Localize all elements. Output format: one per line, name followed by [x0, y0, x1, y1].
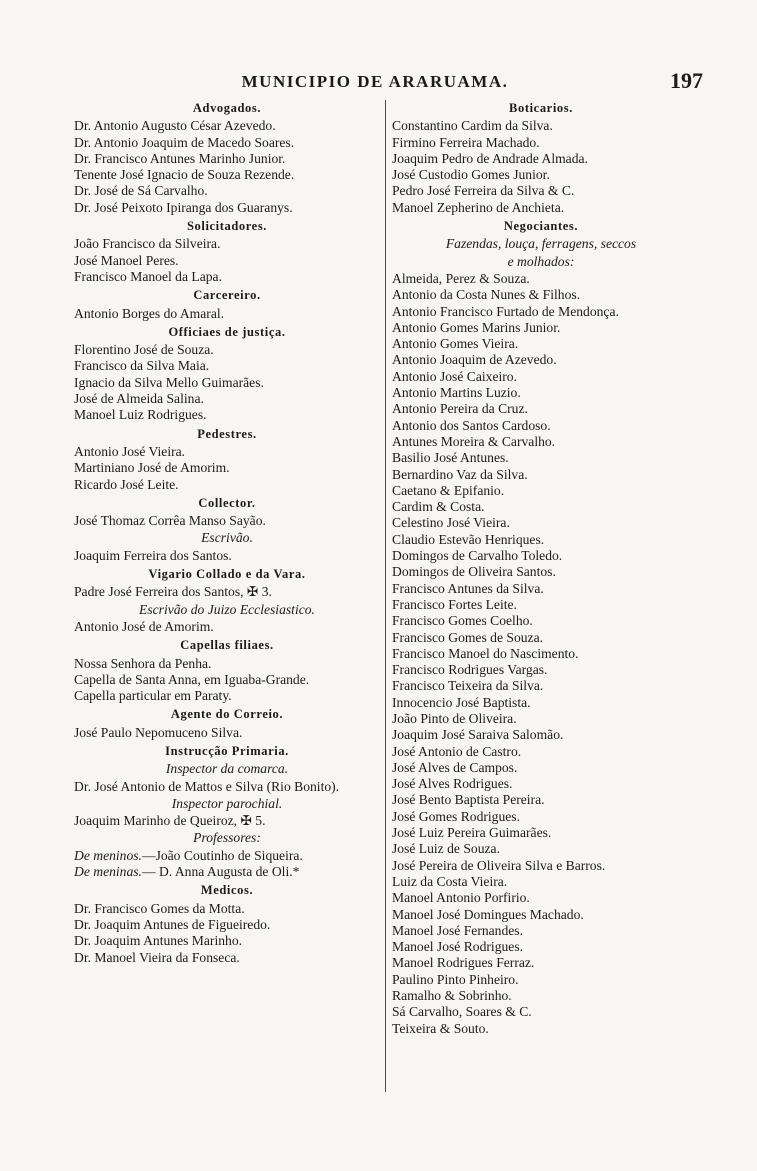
left-column	[74, 98, 380, 966]
value-meninas: — D. Anna Augusta de Oli.*	[141, 864, 300, 880]
list-item: Dr. Joaquim Antunes Marinho.	[74, 933, 243, 949]
list-item: Ignacio da Silva Mello Guimarães.	[74, 374, 264, 390]
section-heading-vigario: Vigario Collado e da Vara.	[148, 567, 306, 582]
section-heading-solicitadores: Solicitadores.	[186, 219, 268, 234]
list-item: José Antonio de Castro.	[392, 743, 522, 759]
list-item	[74, 864, 380, 880]
list-item: Padre José Ferreira dos Santos, ✠ 3.	[74, 584, 272, 600]
list-item: Antonio Pereira da Cruz.	[392, 401, 528, 417]
list-item	[74, 848, 380, 864]
list-item: Martiniano José de Amorim.	[74, 460, 230, 476]
list-item: Bernardino Vaz da Silva.	[392, 466, 528, 482]
list-item: Basilio José Antunes.	[392, 450, 509, 466]
section-heading-negociantes: Negociantes.	[503, 219, 579, 234]
subheading-fazendas: Fazendas, louça, ferragens, seccos	[445, 236, 637, 252]
list-item: José Pereira de Oliveira Silva e Barros.	[392, 857, 606, 873]
list-item: José Luiz Pereira Guimarães.	[392, 825, 552, 841]
list-item: Domingos de Oliveira Santos.	[392, 564, 556, 580]
list-item: Joaquim José Saraiva Salomão.	[392, 727, 564, 743]
list-item: Caetano & Epifanio.	[392, 482, 505, 498]
list-item: Manoel Zepherino de Anchieta.	[392, 199, 565, 215]
list-item: Antonio José Caixeiro.	[392, 368, 517, 384]
list-item: Antonio José de Amorim.	[74, 618, 214, 634]
list-item: Manoel Antonio Porfirio.	[392, 890, 530, 906]
list-item: Antonio Gomes Vieira.	[392, 336, 519, 352]
list-item: Francisco Antunes da Silva.	[392, 580, 544, 596]
subheading-inspector-parochial: Inspector parochial.	[171, 795, 283, 811]
page-title: MUNICIPIO DE ARARUAMA.	[241, 72, 509, 91]
list-item: José Bento Baptista Pereira.	[392, 792, 545, 808]
list-item: José Gomes Rodrigues.	[392, 808, 520, 824]
list-item: Dr. Joaquim Antunes de Figueiredo.	[74, 916, 271, 932]
subheading-escrivao: Escrivão.	[201, 530, 253, 546]
list-item: José de Almeida Salina.	[74, 391, 204, 407]
section-heading-officiaes: Officiaes de justiça.	[168, 324, 286, 339]
list-item: José Custodio Gomes Junior.	[392, 167, 550, 183]
list-item: Francisco Manoel da Lapa.	[74, 268, 222, 284]
list-item: Antonio dos Santos Cardoso.	[392, 417, 551, 433]
section-heading-pedestres: Pedestres.	[197, 426, 257, 441]
list-item: José Manoel Peres.	[74, 252, 179, 268]
list-item: Francisco Gomes de Souza.	[392, 629, 544, 645]
list-item: Antonio Francisco Furtado de Mendonça.	[392, 303, 619, 319]
list-item: Francisco Fortes Leite.	[392, 596, 517, 612]
section-heading-capellas: Capellas filiaes.	[180, 638, 274, 653]
list-item: Francisco Gomes Coelho.	[392, 613, 533, 629]
list-item: Capella particular em Paraty.	[74, 688, 232, 704]
list-item: José Alves Rodrigues.	[392, 776, 513, 792]
list-item: Manoel Rodrigues Ferraz.	[392, 955, 535, 971]
list-item: Teixeira & Souto.	[392, 1020, 489, 1036]
list-item: Florentino José de Souza.	[74, 342, 214, 358]
subheading-inspector-comarca: Inspector da comarca.	[165, 761, 289, 777]
list-item: Ramalho & Sobrinho.	[392, 988, 512, 1004]
list-item: Cardim & Costa.	[392, 499, 485, 515]
list-item: Ricardo José Leite.	[74, 476, 179, 492]
list-item: Manoel José Domingues Machado.	[392, 906, 584, 922]
list-item: Capella de Santa Anna, em Iguaba-Grande.	[74, 671, 310, 687]
list-item: Tenente José Ignacio de Souza Rezende.	[74, 167, 295, 183]
section-heading-carcereiro: Carcereiro.	[193, 288, 261, 303]
list-item: Antonio Joaquim de Azevedo.	[392, 352, 557, 368]
list-item: Manoel José Fernandes.	[392, 922, 523, 938]
list-item: Antonio Martins Luzio.	[392, 385, 521, 401]
list-item: José Paulo Nepomuceno Silva.	[74, 724, 243, 740]
list-item: João Pinto de Oliveira.	[392, 710, 517, 726]
list-item: Paulino Pinto Pinheiro.	[392, 971, 519, 987]
label-meninas: De meninas.	[74, 864, 142, 880]
list-item: Innocencio José Baptista.	[392, 694, 531, 710]
negociantes-list	[392, 271, 690, 1037]
section-heading-advogados: Advogados.	[192, 101, 262, 115]
list-item: Firmino Ferreira Machado.	[392, 134, 540, 150]
value-meninos: —João Coutinho de Siqueira.	[141, 847, 303, 863]
list-item: Dr. Francisco Gomes da Motta.	[74, 900, 245, 916]
list-item: José Alves de Campos.	[392, 759, 518, 775]
list-item: Antonio da Costa Nunes & Filhos.	[392, 287, 581, 303]
list-item: José Luiz de Souza.	[392, 841, 500, 857]
list-item: Claudio Estevão Henriques.	[392, 531, 545, 547]
list-item: Constantino Cardim da Silva.	[392, 118, 553, 134]
section-heading-correio: Agente do Correio.	[170, 707, 284, 722]
list-item: Joaquim Ferreira dos Santos.	[74, 547, 232, 563]
section-heading-boticarios: Boticarios.	[509, 101, 573, 115]
list-item: João Francisco da Silveira.	[74, 236, 221, 252]
list-item: Antunes Moreira & Carvalho.	[392, 433, 556, 449]
list-item: Antonio José Vieira.	[74, 443, 186, 459]
list-item: Dr. José Peixoto Ipiranga dos Guaranys.	[74, 199, 293, 215]
subheading-professores: Professores:	[193, 830, 261, 846]
list-item: Dr. José de Sá Carvalho.	[74, 183, 208, 199]
page-number: 197	[670, 68, 703, 93]
list-item: Antonio Borges do Amaral.	[74, 305, 225, 321]
list-item: Manoel Luiz Rodrigues.	[74, 407, 207, 423]
subheading-escrivao-ecclesiastico: Escrivão do Juizo Ecclesiastico.	[139, 601, 315, 617]
list-item: Dr. Manoel Vieira da Fonseca.	[74, 949, 240, 965]
list-item: Francisco Manoel do Nascimento.	[392, 645, 579, 661]
list-item: Francisco Rodrigues Vargas.	[392, 662, 548, 678]
list-item: Manoel José Rodrigues.	[392, 939, 524, 955]
list-item: Domingos de Carvalho Toledo.	[392, 548, 563, 564]
list-item: Celestino José Vieira.	[392, 515, 510, 531]
page-header	[0, 68, 757, 98]
column-divider	[385, 100, 386, 1092]
list-item: Pedro José Ferreira da Silva & C.	[392, 183, 575, 199]
right-column	[392, 98, 690, 1037]
list-item: Luiz da Costa Vieira.	[392, 873, 508, 889]
list-item: José Thomaz Corrêa Manso Sayão.	[74, 513, 266, 529]
label-meninos: De meninos.	[74, 847, 142, 863]
list-item: Nossa Senhora da Penha.	[74, 655, 212, 671]
subheading-molhados: e molhados:	[507, 253, 575, 269]
list-item: Sá Carvalho, Soares & C.	[392, 1004, 532, 1020]
list-item: Joaquim Pedro de Andrade Almada.	[392, 150, 588, 166]
list-item: Almeida, Perez & Souza.	[392, 270, 530, 286]
list-item: Francisco da Silva Maia.	[74, 358, 210, 374]
list-item: Dr. José Antonio de Mattos e Silva (Rio Bonito).	[74, 778, 340, 794]
list-item: Joaquim Marinho de Queiroz, ✠ 5.	[74, 813, 266, 829]
section-heading-collector: Collector.	[198, 495, 256, 510]
list-item: Dr. Antonio Augusto César Azevedo.	[74, 118, 276, 134]
list-item: Dr. Francisco Antunes Marinho Junior.	[74, 150, 286, 166]
list-item: Francisco Teixeira da Silva.	[392, 678, 544, 694]
section-heading-medicos: Medicos.	[200, 883, 254, 898]
list-item: Antonio Gomes Marins Junior.	[392, 319, 561, 335]
section-heading-instruccao: Instrucção Primaria.	[165, 743, 289, 758]
list-item: Dr. Antonio Joaquim de Macedo Soares.	[74, 134, 295, 150]
